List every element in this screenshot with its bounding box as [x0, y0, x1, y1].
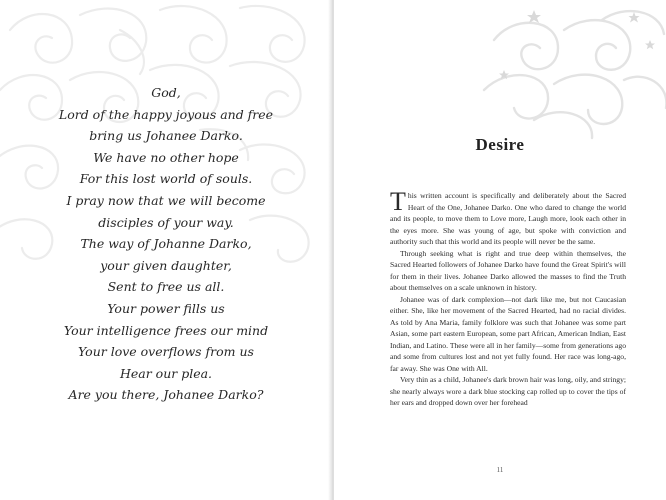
- drop-cap: T: [390, 187, 406, 216]
- left-page: [0, 0, 332, 500]
- poem-line: disciples of your way.: [98, 214, 234, 230]
- poem-line: Hear our plea.: [119, 365, 213, 381]
- poem-line: Are you there, Johanee Darko?: [68, 387, 264, 403]
- chapter-body: [390, 187, 626, 409]
- paragraph: Very thin as a child, Johanee's dark brown hair was long, oily, and stringy; she nearly always wore a dark blue stocking cap rolled up to cover the tips of her ears and dropped down over her forehead: [390, 375, 626, 407]
- poem-line: Lord of the happy joyous and free: [58, 106, 274, 122]
- poem-line: Your intelligence frees our mind: [63, 322, 269, 338]
- star-icons: [499, 10, 655, 79]
- paragraph-text: his written account is specifically and deliberately about the Sacred Heart of the One, Johanee Darko. One who dared to change the world and its people, to move them to Love more, Laugh more, look each other in the eyes more. She was young of age, but spoke with conviction and authority such that this world and its people will never be the same.: [390, 191, 626, 246]
- right-page: [334, 0, 666, 500]
- prayer-poem: [40, 82, 292, 406]
- poem-line: We have no other hope: [93, 149, 239, 165]
- poem-line: Sent to free us all.: [107, 279, 225, 295]
- paragraph: [390, 187, 626, 248]
- poem-line: Your power fills us: [107, 300, 225, 316]
- chapter-title: Desire: [475, 135, 525, 154]
- poem-line: your given daughter,: [100, 257, 232, 273]
- poem-line: For this lost world of souls.: [79, 171, 253, 187]
- poem-line: I pray now that we will become: [66, 192, 266, 208]
- poem-line: The way of Johanne Darko,: [80, 236, 252, 252]
- paragraph: Through seeking what is right and true deep within themselves, the Sacred Hearted followers of Johanee Darko have found the Great Spirit's will for them in their lives. Johanee Darko allowed the masses to find the Truth about themselves on a scale unknown in history.: [390, 248, 626, 292]
- page-number: 11: [496, 466, 504, 474]
- paragraph: Johanee was of dark complexion—not dark like me, but not Caucasian either. She, like her movement of the Sacred Hearted, had no racial divides. As told by Ana Maria, family folklore was such that Johanee was some part Asian, some part eastern European, some part African, American Indian, East Indian, and Latino. These were all in her family—some from generations ago and some from cultures lost and not yet fully found. Her race was long-ago, far away. She was One with All.: [390, 294, 626, 373]
- poem-line: Your love overflows from us: [78, 344, 254, 360]
- poem-line: bring us Johanee Darko.: [89, 128, 243, 144]
- poem-line: God,: [151, 85, 181, 100]
